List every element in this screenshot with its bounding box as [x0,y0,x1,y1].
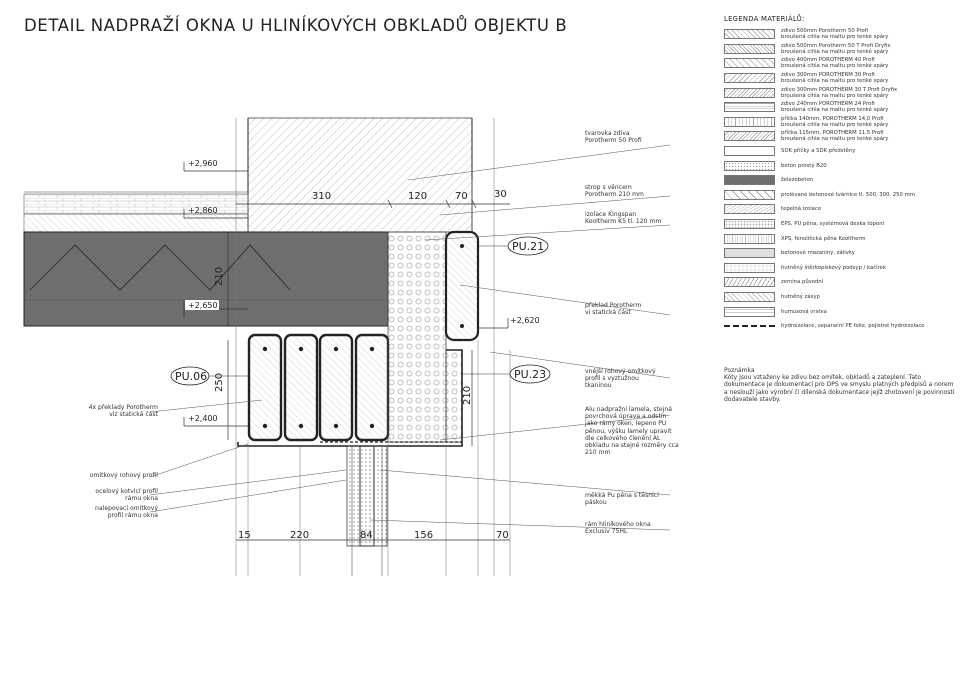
legend-label: betonové mazaniny, zálivky [781,250,855,257]
tag-pu23 [462,365,550,383]
legend-swatch [724,292,775,302]
legend-item [724,246,956,261]
elev-2650: +2,650 [188,301,218,310]
legend-item [724,290,956,305]
legend-swatch [724,248,775,258]
legend-label: zdivo 300mm POROTHERM 30 T Profi Dryfix broušená cihla na maltu pro tenké spáry [781,86,898,99]
legend-label: zdivo 240mm POROTHERM 24 Profi broušená cihla na maltu pro tenké spáry [781,101,889,114]
lintel-4 [356,335,388,440]
window-frame [347,446,387,576]
tag-pu21 [478,237,548,255]
legend-swatch [724,277,775,287]
legend-item [724,158,956,173]
lintel-1 [249,335,281,440]
legend-swatch [724,175,775,185]
legend-label: SDK příčky a SDK předstěny [781,148,856,155]
legend-swatch [724,161,775,171]
legend-item [724,231,956,246]
legend-swatch [724,190,775,200]
annot-ocelovy-text: ocelový kotvicí profil rámu okna [95,488,158,503]
legend-label: příčka 140mm, POROTHERM 14,0 Profi broušená cihla na maltu pro tenké spáry [781,115,889,128]
legend-swatch [724,263,775,273]
dim-bottom-156: 156 [414,530,434,541]
annot-roh-vnejsi-text: vnější rohový omítkový profil s vyztužnou tkaninou [585,368,656,390]
svg-text:PU.06: PU.06 [175,370,208,383]
legend-label: hutněný zásyp [781,293,820,300]
legend-label: humusová vrstva [781,308,827,315]
legend-label: XPS, fenolitická pěna Kooltherm [781,235,866,242]
legend-item [724,56,956,71]
legend-item [724,275,956,290]
legend-item [724,144,956,159]
materials-legend [724,15,956,333]
legend-swatch [724,146,775,156]
legend-item [724,71,956,86]
legend-swatch [724,102,775,112]
legend-swatch [724,204,775,214]
legend-swatch [724,88,775,98]
note-title: Poznámka [724,367,755,374]
edge-block-pu21 [446,232,478,340]
legend-item [724,173,956,188]
legend-label: EPS, PU pěna, systémová deska topení [781,221,885,228]
legend-swatch [724,44,775,54]
concrete-slab [24,232,388,326]
legend-item [724,27,956,42]
annot-tvarovka-text: tvarovka zdiva Porotherm 50 Profi [585,130,642,145]
note-block [724,367,956,403]
drawing-title: DETAIL NADPRAŽÍ OKNA U HLINÍKOVÝCH OBKLADŮ OBJEKTU B [24,16,568,35]
note-text: Kóty jsou vztaženy ke zdivu bez omítek, obkladů a zateplení. Tato dokumentace je dokumentací pro DPS ve smyslu platných předpisů a norem a neslouží jako výrobní či dílenská dokumentace jejíž zhotovení je povinností dodavatele stavby. [724,374,955,403]
legend-label: zdivo 500mm Porotherm 50 Profi broušená cihla na maltu pro tenké spáry [781,28,889,41]
annot-alu-text: Alu nadpražní lamela, stejná povrchová úprava a odstín jako rámy oken, lepeno PU pěnou, výšku lamely upravit dle celkového členění AL obkladu na stejné rozměry cca 210 mm [585,406,679,457]
dim-top-70: 70 [455,191,468,202]
dim-vert-210-slab: 210 [214,266,225,286]
lintel-3 [320,335,352,440]
annot-preklady4x-text: 4x překlady Porotherm viz statická část [88,404,158,419]
legend-swatch [724,219,775,229]
legend-swatch [724,307,775,317]
legend-item [724,129,956,144]
annot-ram-text: rám hliníkového okna Exclusiv 75HL [585,521,651,536]
dim-top-30: 30 [494,189,507,200]
annot-nalepovaci-text: nalepovací omítkový profil rámu okna [95,505,158,520]
legend-label: zdivo 300mm POROTHERM 30 Profi broušená cihla na maltu pro tenké spáry [781,72,889,85]
legend-item [724,261,956,276]
legend-label: příčka 115mm, POROTHERM 11,5 Profi broušená cihla na maltu pro tenké spáry [781,130,889,143]
annot-preklad-text: překlad Porotherm vi statická část [585,302,642,317]
dim-bottom-15: 15 [238,530,251,541]
dim-vert-250: 250 [214,372,225,392]
legend-item [724,85,956,100]
annot-pena-text: měkká Pu pěna s těsnicí páskou [585,492,659,507]
elev-2960: +2,960 [188,159,218,168]
legend-item [724,188,956,203]
dim-top-310: 310 [312,191,332,202]
elev-2400: +2,400 [188,414,218,423]
tag-pu06 [171,367,249,385]
legend-label: zdivo 500mm Porotherm 50 T Profi Dryfix broušená cihla na maltu pro tenké spáry [781,42,891,55]
legend-swatch [724,73,775,83]
legend-label: beton prostý B20 [781,162,827,169]
legend-item [724,304,956,319]
legend-title: LEGENDA MATERIÁLŮ: [724,15,805,23]
legend-swatch [724,131,775,141]
legend-item [724,42,956,57]
legend-label: zemina původní [781,279,824,286]
legend-swatch [724,325,775,328]
legend-item [724,202,956,217]
legend-swatch [724,29,775,39]
svg-text:PU.23: PU.23 [514,368,547,381]
upper-masonry-wall [248,118,472,232]
elev-2860: +2,860 [188,206,218,215]
lintel-2 [285,335,317,440]
legend-label: hydroizolace, separační PE folie, pojistné hydroizolace [781,323,925,330]
legend-swatch [724,58,775,68]
dim-bottom-220: 220 [290,530,310,541]
dim-bottom-84: 84 [360,530,373,541]
annot-strop-text: strop s věncem Porotherm 210 mm [585,184,644,199]
legend-item [724,319,956,334]
legend-swatch [724,234,775,244]
legend-item [724,100,956,115]
legend-item [724,115,956,130]
lintels-4x [249,335,388,440]
svg-text:PU.21: PU.21 [512,240,545,253]
legend-label: železobeton [781,177,814,184]
dim-bottom-70: 70 [496,530,509,541]
legend-label: prolévané betonové tvárnice tl. 500, 300, 250 mm [781,191,915,198]
legend-swatch [724,117,775,127]
dim-top-120: 120 [408,191,428,202]
annot-izolace-text: izolace Kingspan Kooltherm K5 tl. 120 mm [585,211,662,226]
legend-item [724,217,956,232]
legend-label: hutněný štěrkopískový podsyp / kačírek [781,264,887,271]
annot-omitkovy-text: omítkový rohový profil [89,472,158,479]
legend-label: tepelná izolace [781,206,822,213]
elev-2620: +2,620 [510,316,540,325]
legend-rows [724,27,956,333]
legend-label: zdivo 400mm POROTHERM 40 Profi broušená cihla na maltu pro tenké spáry [781,57,889,70]
dim-vert-210-lamella: 210 [462,385,473,405]
